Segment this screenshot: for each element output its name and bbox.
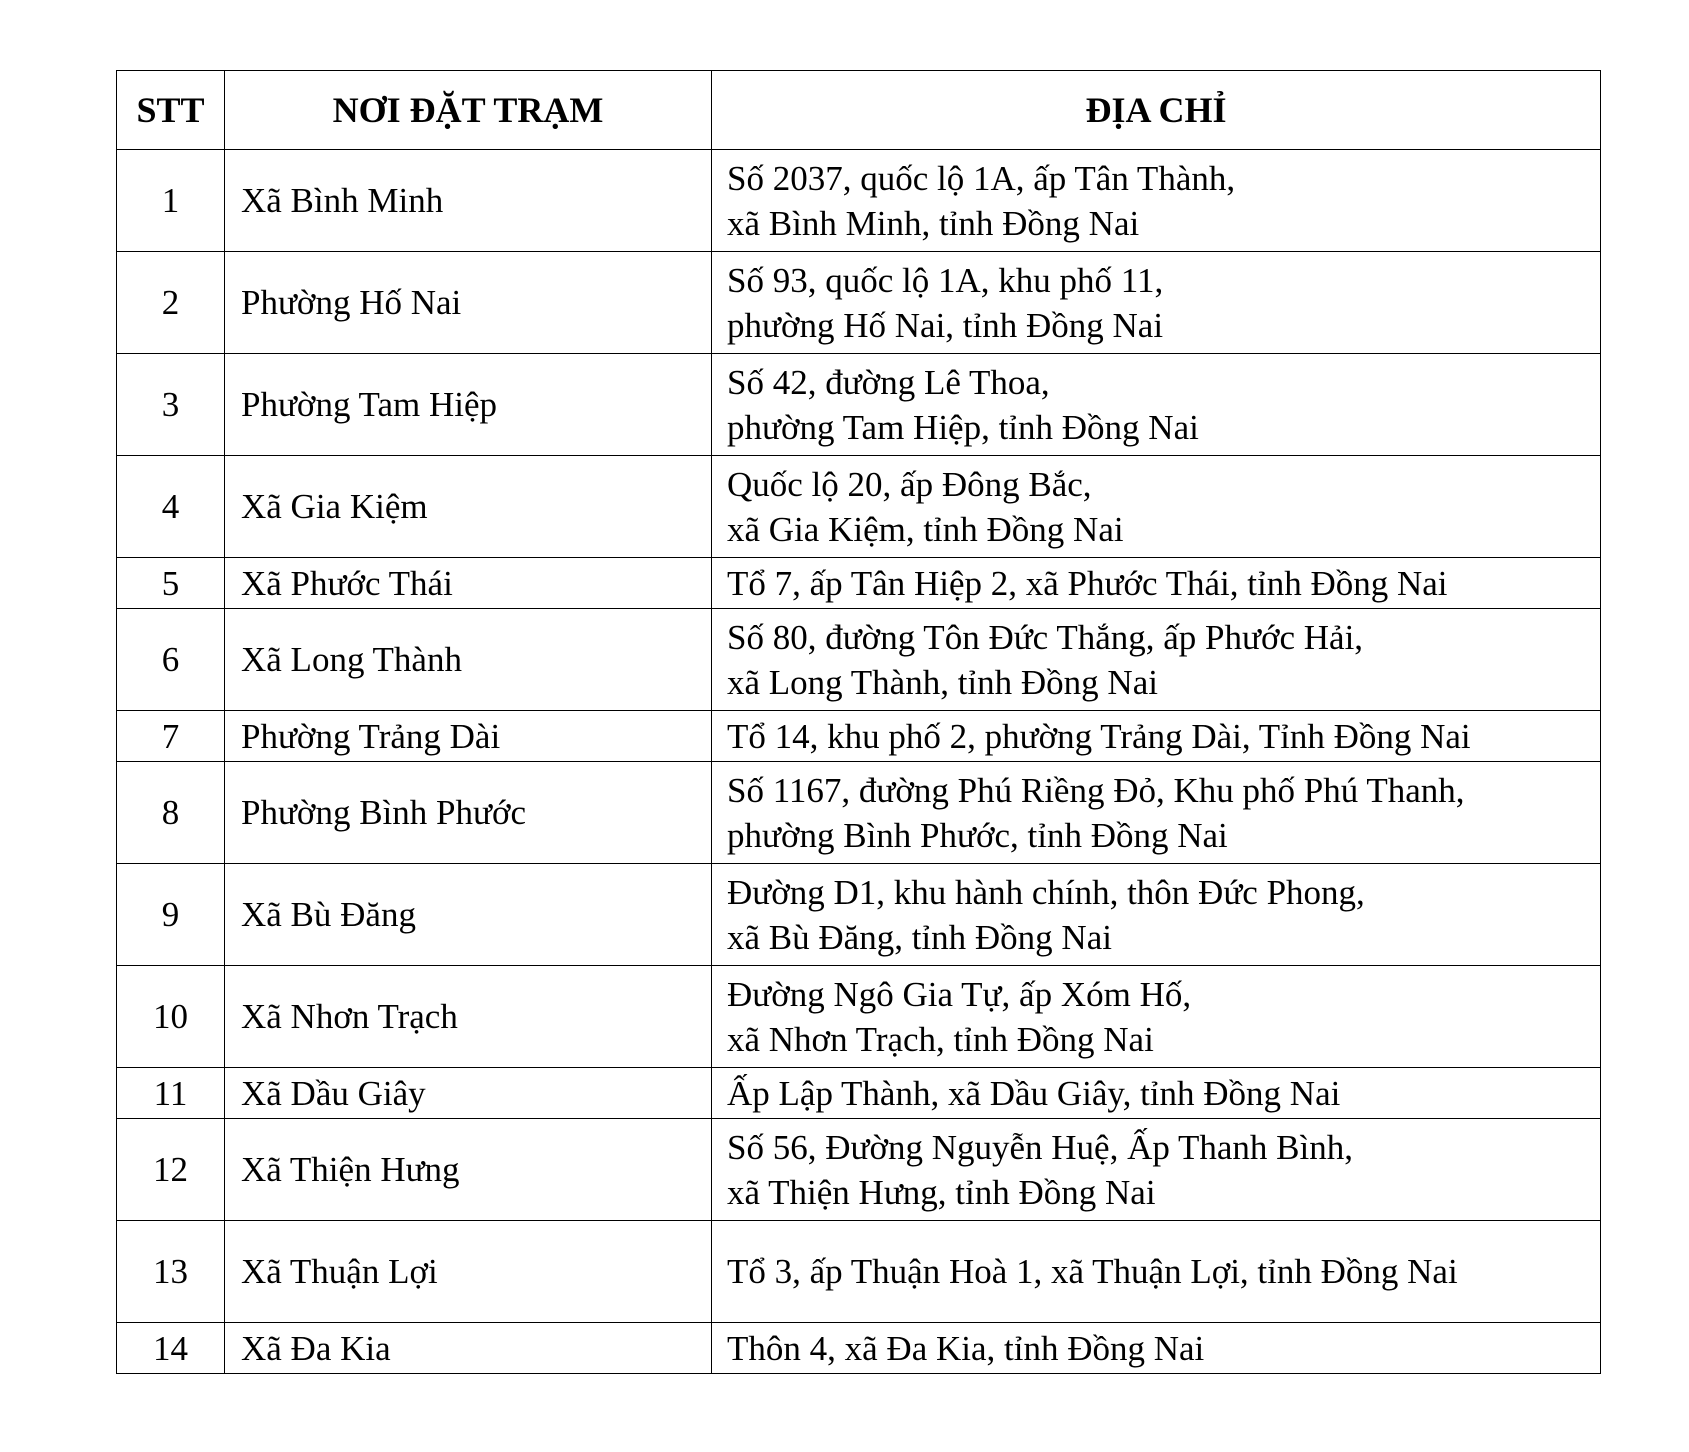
- row-address: [712, 1068, 1601, 1119]
- row-place: Phường Trảng Dài: [225, 711, 712, 762]
- row-address: [712, 252, 1601, 354]
- address-line: Tổ 7, ấp Tân Hiệp 2, xã Phước Thái, tỉnh Đồng Nai: [727, 563, 1448, 603]
- row-stt: 2: [117, 252, 225, 354]
- row-place: Xã Gia Kiệm: [225, 456, 712, 558]
- header-stt: STT: [117, 71, 225, 150]
- address-line: Số 2037, quốc lộ 1A, ấp Tân Thành,: [727, 158, 1236, 198]
- row-stt: 8: [117, 762, 225, 864]
- row-stt: 10: [117, 966, 225, 1068]
- row-stt: 4: [117, 456, 225, 558]
- row-address: [712, 558, 1601, 609]
- row-address: [712, 1323, 1601, 1374]
- row-stt: 13: [117, 1221, 225, 1323]
- row-address: [712, 150, 1601, 252]
- table-row: [117, 456, 1601, 558]
- row-stt: 1: [117, 150, 225, 252]
- row-address: [712, 864, 1601, 966]
- address-line: Thôn 4, xã Đa Kia, tỉnh Đồng Nai: [727, 1328, 1205, 1368]
- row-stt: 3: [117, 354, 225, 456]
- table-row: [117, 150, 1601, 252]
- row-place: Phường Hố Nai: [225, 252, 712, 354]
- row-place: Xã Thiện Hưng: [225, 1119, 712, 1221]
- address-line: Số 1167, đường Phú Riềng Đỏ, Khu phố Phú Thanh,: [727, 770, 1465, 810]
- address-line: xã Bình Minh, tỉnh Đồng Nai: [727, 203, 1140, 243]
- table-body: [117, 150, 1601, 1374]
- row-place: Xã Nhơn Trạch: [225, 966, 712, 1068]
- address-line: Số 42, đường Lê Thoa,: [727, 362, 1050, 402]
- address-line: Quốc lộ 20, ấp Đông Bắc,: [727, 464, 1092, 504]
- address-line: xã Gia Kiệm, tỉnh Đồng Nai: [727, 509, 1124, 549]
- row-place: Xã Thuận Lợi: [225, 1221, 712, 1323]
- address-line: Tổ 3, ấp Thuận Hoà 1, xã Thuận Lợi, tỉnh Đồng Nai: [727, 1252, 1458, 1291]
- address-line: phường Tam Hiệp, tỉnh Đồng Nai: [727, 407, 1199, 447]
- row-stt: 14: [117, 1323, 225, 1374]
- address-line: xã Nhơn Trạch, tỉnh Đồng Nai: [727, 1019, 1154, 1059]
- row-place: Xã Bù Đăng: [225, 864, 712, 966]
- row-address: [712, 762, 1601, 864]
- table-row: [117, 762, 1601, 864]
- table-row: [117, 609, 1601, 711]
- address-line: xã Thiện Hưng, tỉnh Đồng Nai: [727, 1172, 1156, 1212]
- address-line: Số 93, quốc lộ 1A, khu phố 11,: [727, 260, 1164, 300]
- address-line: xã Long Thành, tỉnh Đồng Nai: [727, 662, 1158, 702]
- row-place: Phường Tam Hiệp: [225, 354, 712, 456]
- header-address: ĐỊA CHỈ: [712, 71, 1601, 150]
- address-line: phường Hố Nai, tỉnh Đồng Nai: [727, 305, 1164, 345]
- header-place: NƠI ĐẶT TRẠM: [225, 71, 712, 150]
- row-place: Xã Bình Minh: [225, 150, 712, 252]
- row-address: [712, 1221, 1601, 1323]
- table-row: [117, 966, 1601, 1068]
- address-line: Đường Ngô Gia Tự, ấp Xóm Hố,: [727, 974, 1192, 1014]
- row-stt: 11: [117, 1068, 225, 1119]
- row-stt: 5: [117, 558, 225, 609]
- table-row: [117, 864, 1601, 966]
- row-place: Xã Dầu Giây: [225, 1068, 712, 1119]
- row-address: [712, 456, 1601, 558]
- row-place: Xã Long Thành: [225, 609, 712, 711]
- address-line: phường Bình Phước, tỉnh Đồng Nai: [727, 815, 1228, 855]
- row-address: [712, 1119, 1601, 1221]
- header-row: [117, 71, 1601, 150]
- table-row: [117, 558, 1601, 609]
- table-row: [117, 1323, 1601, 1374]
- station-table: [116, 70, 1601, 1374]
- address-line: Đường D1, khu hành chính, thôn Đức Phong,: [727, 872, 1365, 912]
- row-address: [712, 711, 1601, 762]
- table-row: [117, 252, 1601, 354]
- row-address: [712, 609, 1601, 711]
- row-stt: 9: [117, 864, 225, 966]
- address-line: Ấp Lập Thành, xã Dầu Giây, tỉnh Đồng Nai: [727, 1073, 1341, 1113]
- row-stt: 7: [117, 711, 225, 762]
- row-place: Phường Bình Phước: [225, 762, 712, 864]
- table-row: [117, 1068, 1601, 1119]
- row-stt: 6: [117, 609, 225, 711]
- address-line: xã Bù Đăng, tỉnh Đồng Nai: [727, 917, 1112, 957]
- address-line: Số 80, đường Tôn Đức Thắng, ấp Phước Hải,: [727, 617, 1364, 657]
- table-row: [117, 1221, 1601, 1323]
- address-line: Số 56, Đường Nguyễn Huệ, Ấp Thanh Bình,: [727, 1127, 1353, 1167]
- table-header: [117, 71, 1601, 150]
- row-place: Xã Đa Kia: [225, 1323, 712, 1374]
- row-address: [712, 966, 1601, 1068]
- row-stt: 12: [117, 1119, 225, 1221]
- row-place: Xã Phước Thái: [225, 558, 712, 609]
- table-row: [117, 354, 1601, 456]
- table-row: [117, 711, 1601, 762]
- address-line: Tổ 14, khu phố 2, phường Trảng Dài, Tỉnh Đồng Nai: [727, 716, 1471, 756]
- row-address: [712, 354, 1601, 456]
- table-row: [117, 1119, 1601, 1221]
